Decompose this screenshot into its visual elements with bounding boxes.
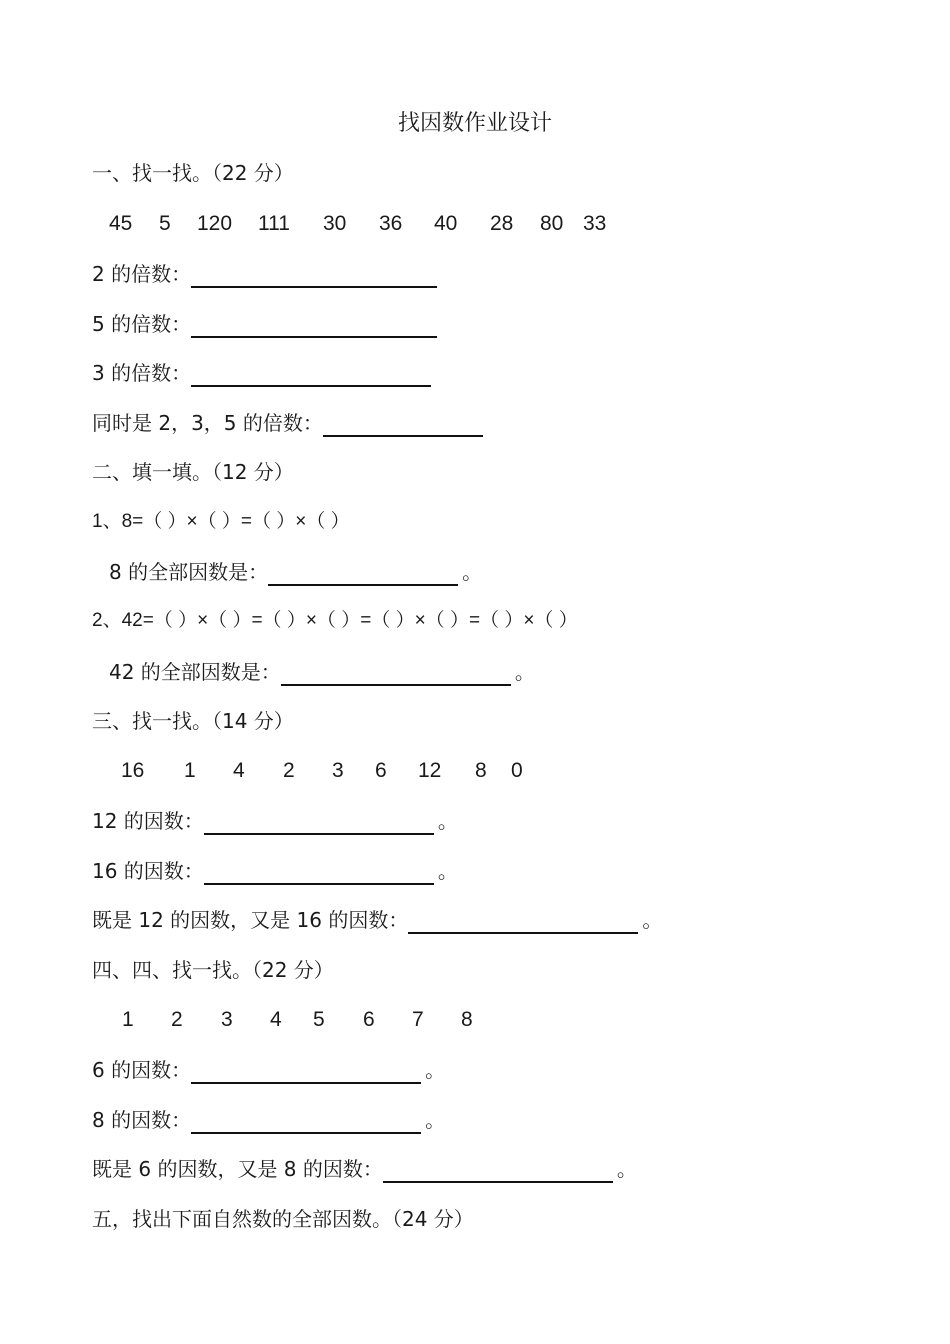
question-common-factors-6-8 [92,1155,637,1183]
section-2-heading: 二、填一填。（12 分） [92,460,294,484]
number-item: 33 [583,212,607,235]
number-item: 36 [379,212,403,235]
question-common-multiples [92,409,483,437]
question-label: 2 的倍数： [92,262,192,286]
question-multiples-of-5 [92,310,437,338]
number-item: 5 [159,212,171,235]
period-mark: 。 [437,809,458,833]
number-item: 120 [197,212,233,235]
answer-blank[interactable] [204,861,434,885]
question-factors-of-16 [92,857,458,885]
section-4-heading: 四、四、找一找。（22 分） [92,958,334,982]
section-3-heading: 三、找一找。（14 分） [92,709,294,733]
number-item: 2 [283,759,295,782]
number-item: 30 [323,212,347,235]
number-item: 8 [475,759,487,782]
section-1-heading: 一、找一找。（22 分） [92,161,294,185]
answer-blank[interactable] [204,811,434,835]
equation-42: 2、42=（ ）×（ ）=（ ）×（ ）=（ ）×（ ）=（ ）×（ ） [92,610,578,631]
number-item: 4 [270,1008,282,1031]
question-factors-of-12 [92,807,458,835]
period-mark: 。 [425,1108,446,1132]
number-item: 0 [511,759,523,782]
number-item: 45 [109,212,133,235]
number-item: 6 [363,1008,375,1031]
question-label: 同时是 2，3，5 的倍数： [92,411,323,435]
question-factors-of-6 [92,1056,445,1084]
question-factors-of-8 [109,558,482,586]
number-item: 40 [434,212,458,235]
answer-blank[interactable] [323,413,483,437]
equation-8: 1、8=（ ）×（ ）=（ ）×（ ） [92,511,350,532]
question-label: 8 的全部因数是： [109,560,269,584]
period-mark: 。 [616,1157,637,1181]
number-item: 8 [461,1008,473,1031]
answer-blank[interactable] [191,314,437,338]
number-item: 1 [122,1008,134,1031]
number-item: 28 [490,212,514,235]
question-label: 8 的因数： [92,1108,192,1132]
question-label: 42 的全部因数是： [109,660,281,684]
period-mark: 。 [514,660,535,684]
page-title: 找因数作业设计 [397,111,552,136]
number-item: 111 [258,212,290,235]
question-common-factors-12-16 [92,906,662,934]
number-item: 4 [233,759,245,782]
question-label: 3 的倍数： [92,361,192,385]
question-factors-of-42 [109,658,535,686]
answer-blank[interactable] [281,662,511,686]
answer-blank[interactable] [191,363,431,387]
question-label: 既是 6 的因数，又是 8 的因数： [92,1157,383,1181]
number-item: 3 [221,1008,233,1031]
answer-blank[interactable] [191,1060,421,1084]
number-item: 16 [121,759,145,782]
period-mark: 。 [642,908,663,932]
number-item: 2 [171,1008,183,1031]
answer-blank[interactable] [268,562,458,586]
answer-blank[interactable] [191,1110,421,1134]
number-item: 12 [418,759,442,782]
question-label: 既是 12 的因数，又是 16 的因数： [92,908,409,932]
question-multiples-of-2 [92,260,437,288]
question-label: 16 的因数： [92,859,204,883]
period-mark: 。 [462,560,483,584]
answer-blank[interactable] [408,910,638,934]
question-label: 12 的因数： [92,809,204,833]
period-mark: 。 [425,1058,446,1082]
question-factors-of-8-b [92,1106,445,1134]
question-label: 6 的因数： [92,1058,192,1082]
number-item: 5 [313,1008,325,1031]
period-mark: 。 [437,859,458,883]
number-item: 1 [184,759,196,782]
question-label: 5 的倍数： [92,312,192,336]
answer-blank[interactable] [191,264,437,288]
answer-blank[interactable] [383,1159,613,1183]
question-multiples-of-3 [92,359,431,387]
number-item: 3 [332,759,344,782]
section-5-heading: 五，找出下面自然数的全部因数。（24 分） [92,1207,474,1231]
number-item: 80 [540,212,564,235]
number-item: 6 [375,759,387,782]
number-item: 7 [412,1008,424,1031]
